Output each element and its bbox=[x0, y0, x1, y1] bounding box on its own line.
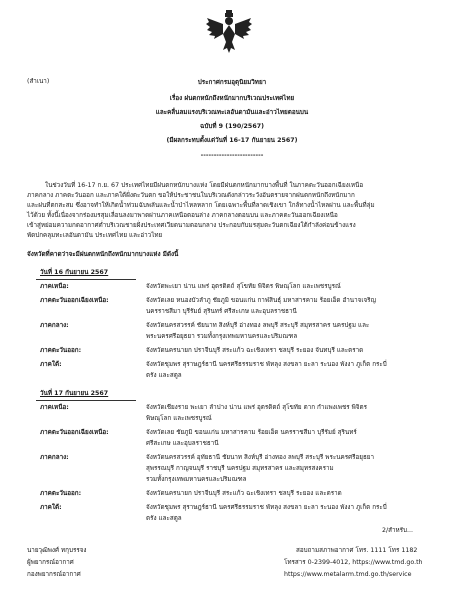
body-line: และฝนที่ตกสะสม ซึ่งอาจทำให้เกิดน้ำท่วมฉับพลันและน้ำป่าไหลหลาก โดยเฉพาะพื้นที่ลาดเชิงเขา ใกล้ทางน้ำไหลผ่าน และพื้นที่ลุ่ม bbox=[27, 202, 375, 209]
region-label: ภาคตะวันออก: bbox=[40, 490, 82, 497]
region-label: ภาคใต้: bbox=[40, 504, 62, 511]
day-2-label: วันที่ 17 กันยายน 2567 bbox=[40, 390, 109, 397]
province-list: ตรัง และสตูล bbox=[146, 515, 182, 522]
province-list: ตรัง และสตูล bbox=[146, 372, 182, 379]
day-1-rule bbox=[36, 279, 136, 280]
province-list: จังหวัดเลย หนองบัวลำภู ชัยภูมิ ขอนแก่น กาฬสินธุ์ มหาสารคาม ร้อยเอ็ด อำนาจเจริญ bbox=[146, 297, 376, 304]
footer-forecaster-name: นายวุฒิพงศ์ ทกุบรรจง bbox=[27, 547, 87, 554]
province-list: จังหวัดชุมพร สุราษฎร์ธานี นครศรีธรรมราช พัทลุง สงขลา ยะลา ระนอง พังงา ภูเก็ต กระบี่ bbox=[146, 361, 387, 368]
province-list: จังหวัดนครนายก ปราจีนบุรี สระแก้ว ฉะเชิงเทรา ชลบุรี ระยอง จันทบุรี และตราด bbox=[146, 347, 364, 354]
province-list: พิษณุโลก และเพชรบูรณ์ bbox=[146, 415, 212, 422]
footer-service-link[interactable]: https://www.metalarm.tmd.go.th/service bbox=[284, 571, 412, 578]
doc-subject-1: เรื่อง ฝนตกหนักถึงหนักมากบริเวณประเทศไทย bbox=[169, 95, 295, 102]
province-list: รวมทั้งกรุงเทพมหานครและปริมณฑล bbox=[146, 476, 247, 483]
body-line: ไว้ด้วย ทั้งนี้เนื่องจากร่องมรสุมเลื่อนลงมาพาดผ่านภาคเหนือตอนล่าง ภาคกลางตอนบน และภาคตะวันออกเฉียงเหนือ bbox=[27, 212, 338, 219]
footer-contact-fax[interactable]: โทรสาร 0-2399-4012, https://www.tmd.go.th bbox=[284, 559, 423, 566]
province-list: จังหวัดนครสวรรค์ อุทัยธานี ชัยนาท สิงห์บุรี อ่างทอง ลพบุรี สระบุรี พระนครศรีอยุธยา bbox=[146, 454, 375, 461]
body-line: พัดปกคลุมทะเลอันดามัน ประเทศไทย และอ่าวไทย bbox=[27, 232, 163, 239]
footer-contact-phone: สอบถามสภาพอากาศ โทร. 1111 โทร 1182 bbox=[296, 547, 418, 554]
body-line: ภาคกลาง ภาคตะวันออก และภาคใต้ฝั่งตะวันตก ขอให้ประชาชนในบริเวณดังกล่าวระวังอันตรายจากฝนตกหนักถึงหนักมาก bbox=[27, 192, 355, 199]
province-list: นครราชสีมา บุรีรัมย์ สุรินทร์ ศรีสะเกษ และอุบลราชธานี bbox=[146, 308, 297, 315]
region-label: ภาคกลาง: bbox=[40, 322, 69, 329]
province-list: จังหวัดเชียงราย พะเยา ลำปาง น่าน แพร่ อุตรดิตถ์ สุโขทัย ตาก กำแพงเพชร พิจิตร bbox=[146, 404, 367, 411]
province-list: จังหวัดเลย ชัยภูมิ ขอนแก่น มหาสารคาม ร้อยเอ็ด นครราชสีมา บุรีรัมย์ สุรินทร์ bbox=[146, 429, 357, 436]
province-list: จังหวัดนครนายก ปราจีนบุรี สระแก้ว ฉะเชิงเทรา ชลบุรี ระยอง และตราด bbox=[146, 490, 342, 497]
region-label: ภาคตะวันออกเฉียงเหนือ: bbox=[40, 429, 109, 436]
day-2-rule bbox=[36, 400, 136, 401]
region-label: ภาคเหนือ: bbox=[40, 283, 69, 290]
province-list: จังหวัดชุมพร สุราษฎร์ธานี นครศรีธรรมราช พัทลุง สงขลา ยะลา ระนอง พังงา ภูเก็ต กระบี่ bbox=[146, 504, 387, 511]
body-paragraph bbox=[27, 181, 437, 241]
region-label: ภาคเหนือ: bbox=[40, 404, 69, 411]
province-list: ศรีสะเกษ และอุบลราชธานี bbox=[146, 440, 219, 447]
garuda-emblem-icon bbox=[205, 8, 253, 56]
doc-title: ประกาศกรมอุตุนิยมวิทยา bbox=[197, 79, 267, 86]
province-list: พระนครศรีอยุธยา รวมทั้งกรุงเทพมหานครและปริมณฑล bbox=[146, 333, 298, 340]
body-line: ในช่วงวันที่ 16-17 ก.ย. 67 ประเทศไทยมีฝนตกหนักบางแห่ง โดยมีฝนตกหนักมากบางพื้นที่ ในภาคตะวันออกเฉียงเหนือ bbox=[45, 182, 364, 189]
region-label: ภาคตะวันออก: bbox=[40, 347, 82, 354]
doc-effective-date: (มีผลกระทบตั้งแต่วันที่ 16-17 กันยายน 2567) bbox=[166, 137, 298, 144]
day-1-label: วันที่ 16 กันยายน 2567 bbox=[40, 269, 109, 276]
region-label: ภาคกลาง: bbox=[40, 454, 69, 461]
body-line: เข้าสู่หย่อมความกดอากาศต่ำบริเวณชายฝั่งประเทศเวียดนามตอนกลาง ประกอบกับมรสุมตะวันตกเฉียงใต้กำลังค่อนข้างแรง bbox=[27, 222, 356, 229]
province-list: สุพรรณบุรี กาญจนบุรี ราชบุรี นครปฐม สมุทรสาคร และสมุทรสงคราม bbox=[146, 465, 334, 472]
copy-label: (สำเนา) bbox=[27, 78, 50, 85]
doc-subject-2: และคลื่นลมแรงบริเวณทะเลอันดามันและอ่าวไทยตอนบน bbox=[155, 109, 309, 116]
continued-note: 2/สำหรับ... bbox=[382, 527, 414, 534]
footer-forecaster-title: ผู้พยากรณ์อากาศ bbox=[27, 559, 74, 566]
region-label: ภาคตะวันออกเฉียงเหนือ: bbox=[40, 297, 109, 304]
footer-division: กองพยากรณ์อากาศ bbox=[27, 571, 81, 578]
province-list: จังหวัดนครสวรรค์ ชัยนาท สิงห์บุรี อ่างทอง ลพบุรี สระบุรี สมุทรสาคร นครปฐม และ bbox=[146, 322, 370, 329]
province-list: จังหวัดพะเยา น่าน แพร่ อุตรดิตถ์ สุโขทัย พิจิตร พิษณุโลก และเพชรบูรณ์ bbox=[146, 283, 341, 290]
doc-separator: ------------------------ bbox=[200, 152, 264, 159]
region-label: ภาคใต้: bbox=[40, 361, 62, 368]
watch-heading: จังหวัดที่คาดว่าจะมีฝนตกหนักถึงหนักมากบางแห่ง มีดังนี้ bbox=[27, 251, 179, 258]
doc-issue: ฉบับที่ 9 (190/2567) bbox=[200, 123, 264, 130]
